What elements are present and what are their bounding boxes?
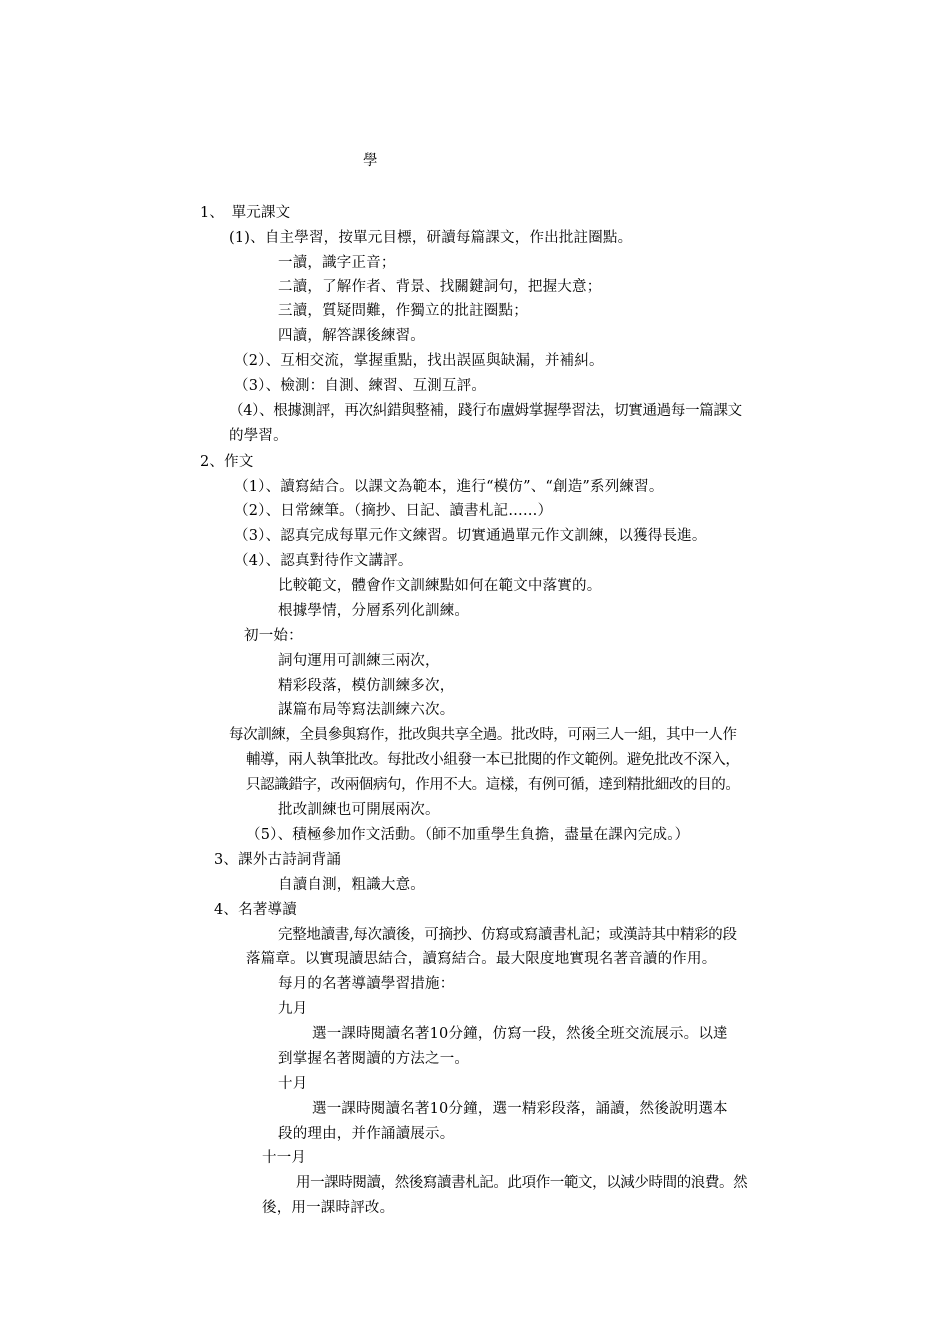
text-line: 落篇章。以實現讀思結合，讀寫結合。最大限度地實現名著音讀的作用。 [246,951,717,967]
text-line: 選一課時閱讀名著10分鐘，選一精彩段落，誦讀，然後說明選本 [312,1101,728,1117]
doc-title: 學 [363,153,378,169]
text-line: 詞句運用可訓練三兩次， [278,653,440,669]
text-line: 比較範文，體會作文訓練點如何在範文中落實的。 [278,578,602,594]
text-line: 四讀，解答課後練習。 [278,328,425,344]
section-2-heading: 2、作文 [200,454,254,470]
text-line: （3）、認真完成每單元作文練習。切實通過單元作文訓練，以獲得長進。 [234,528,707,544]
text-line: （3）、檢測：自測、練習、互測互評。 [234,378,487,394]
month-label: 九月 [278,1001,308,1017]
text-line: 用一課時閱讀，然後寫讀書札記。此項作一範文，以減少時間的浪費。然 [296,1175,748,1191]
text-line: 根據學情，分層系列化訓練。 [278,603,470,619]
text-line: 到掌握名著閱讀的方法之一。 [278,1051,470,1067]
text-line: 自讀自測，粗識大意。 [278,877,425,893]
text-line: 謀篇布局等寫法訓練六次。 [278,702,455,718]
text-line: （2）、互相交流，掌握重點，找出誤區與缺漏，并補糾。 [234,353,604,369]
text-line: 選一課時閱讀名著10分鐘，仿寫一段，然後全班交流展示。以達 [312,1026,728,1042]
text-line: 二讀，了解作者、背景、找關鍵詞句，把握大意； [278,279,602,295]
text-line: (1)、自主學習，按單元目標，研讀每篇課文，作出批註圈點。 [229,230,633,246]
text-line: 初一始： [244,628,303,644]
text-line: （2）、日常練筆。（摘抄、日記、讀書札記……） [234,503,553,519]
text-line: 完整地讀書,每次讀後，可摘抄、仿寫或寫讀書札記；或漢詩其中精彩的段 [278,927,737,943]
section-3-heading: 3、課外古詩詞背誦 [214,852,342,868]
text-line: 段的理由，并作誦讀展示。 [278,1126,455,1142]
text-line: 輔導，兩人執筆批改。每批改小組發一本已批閱的作文範例。避免批改不深入， [246,752,740,768]
text-line: 一讀，識字正音； [278,255,396,271]
text-line: （4）、認真對待作文講評。 [234,553,413,569]
text-line: 只認識錯字，改兩個病句，作用不大。這樣，有例可循，達到精批細改的目的。 [246,777,740,793]
text-line: 每月的名著導讀學習措施： [278,976,455,992]
text-line: 的學習。 [229,428,288,444]
text-line: 每次訓練，全員參與寫作，批改與共享全過。批改時，可兩三人一組，其中一人作 [229,727,737,743]
text-line: 精彩段落，模仿訓練多次， [278,678,455,694]
month-label: 十月 [278,1076,308,1092]
text-line: （5）、積極參加作文活動。（師不加重學生負擔，盡量在課內完成。） [246,827,690,843]
text-line: 批改訓練也可開展兩次。 [278,802,440,818]
text-line: 三讀，質疑問難，作獨立的批註圈點； [278,303,528,319]
text-line: 後，用一課時評改。 [262,1200,395,1216]
text-line: （1）、讀寫結合。以課文為範本，進行“模仿”、“創造”系列練習。 [234,479,664,495]
month-label: 十一月 [262,1150,307,1166]
text-line: （4）、根據測評，再次糾錯與整補，踐行布盧姆掌握學習法，切實通過每一篇課文 [229,403,742,419]
section-4-heading: 4、名著導讀 [214,902,297,918]
section-1-heading: 1、 單元課文 [200,205,291,221]
